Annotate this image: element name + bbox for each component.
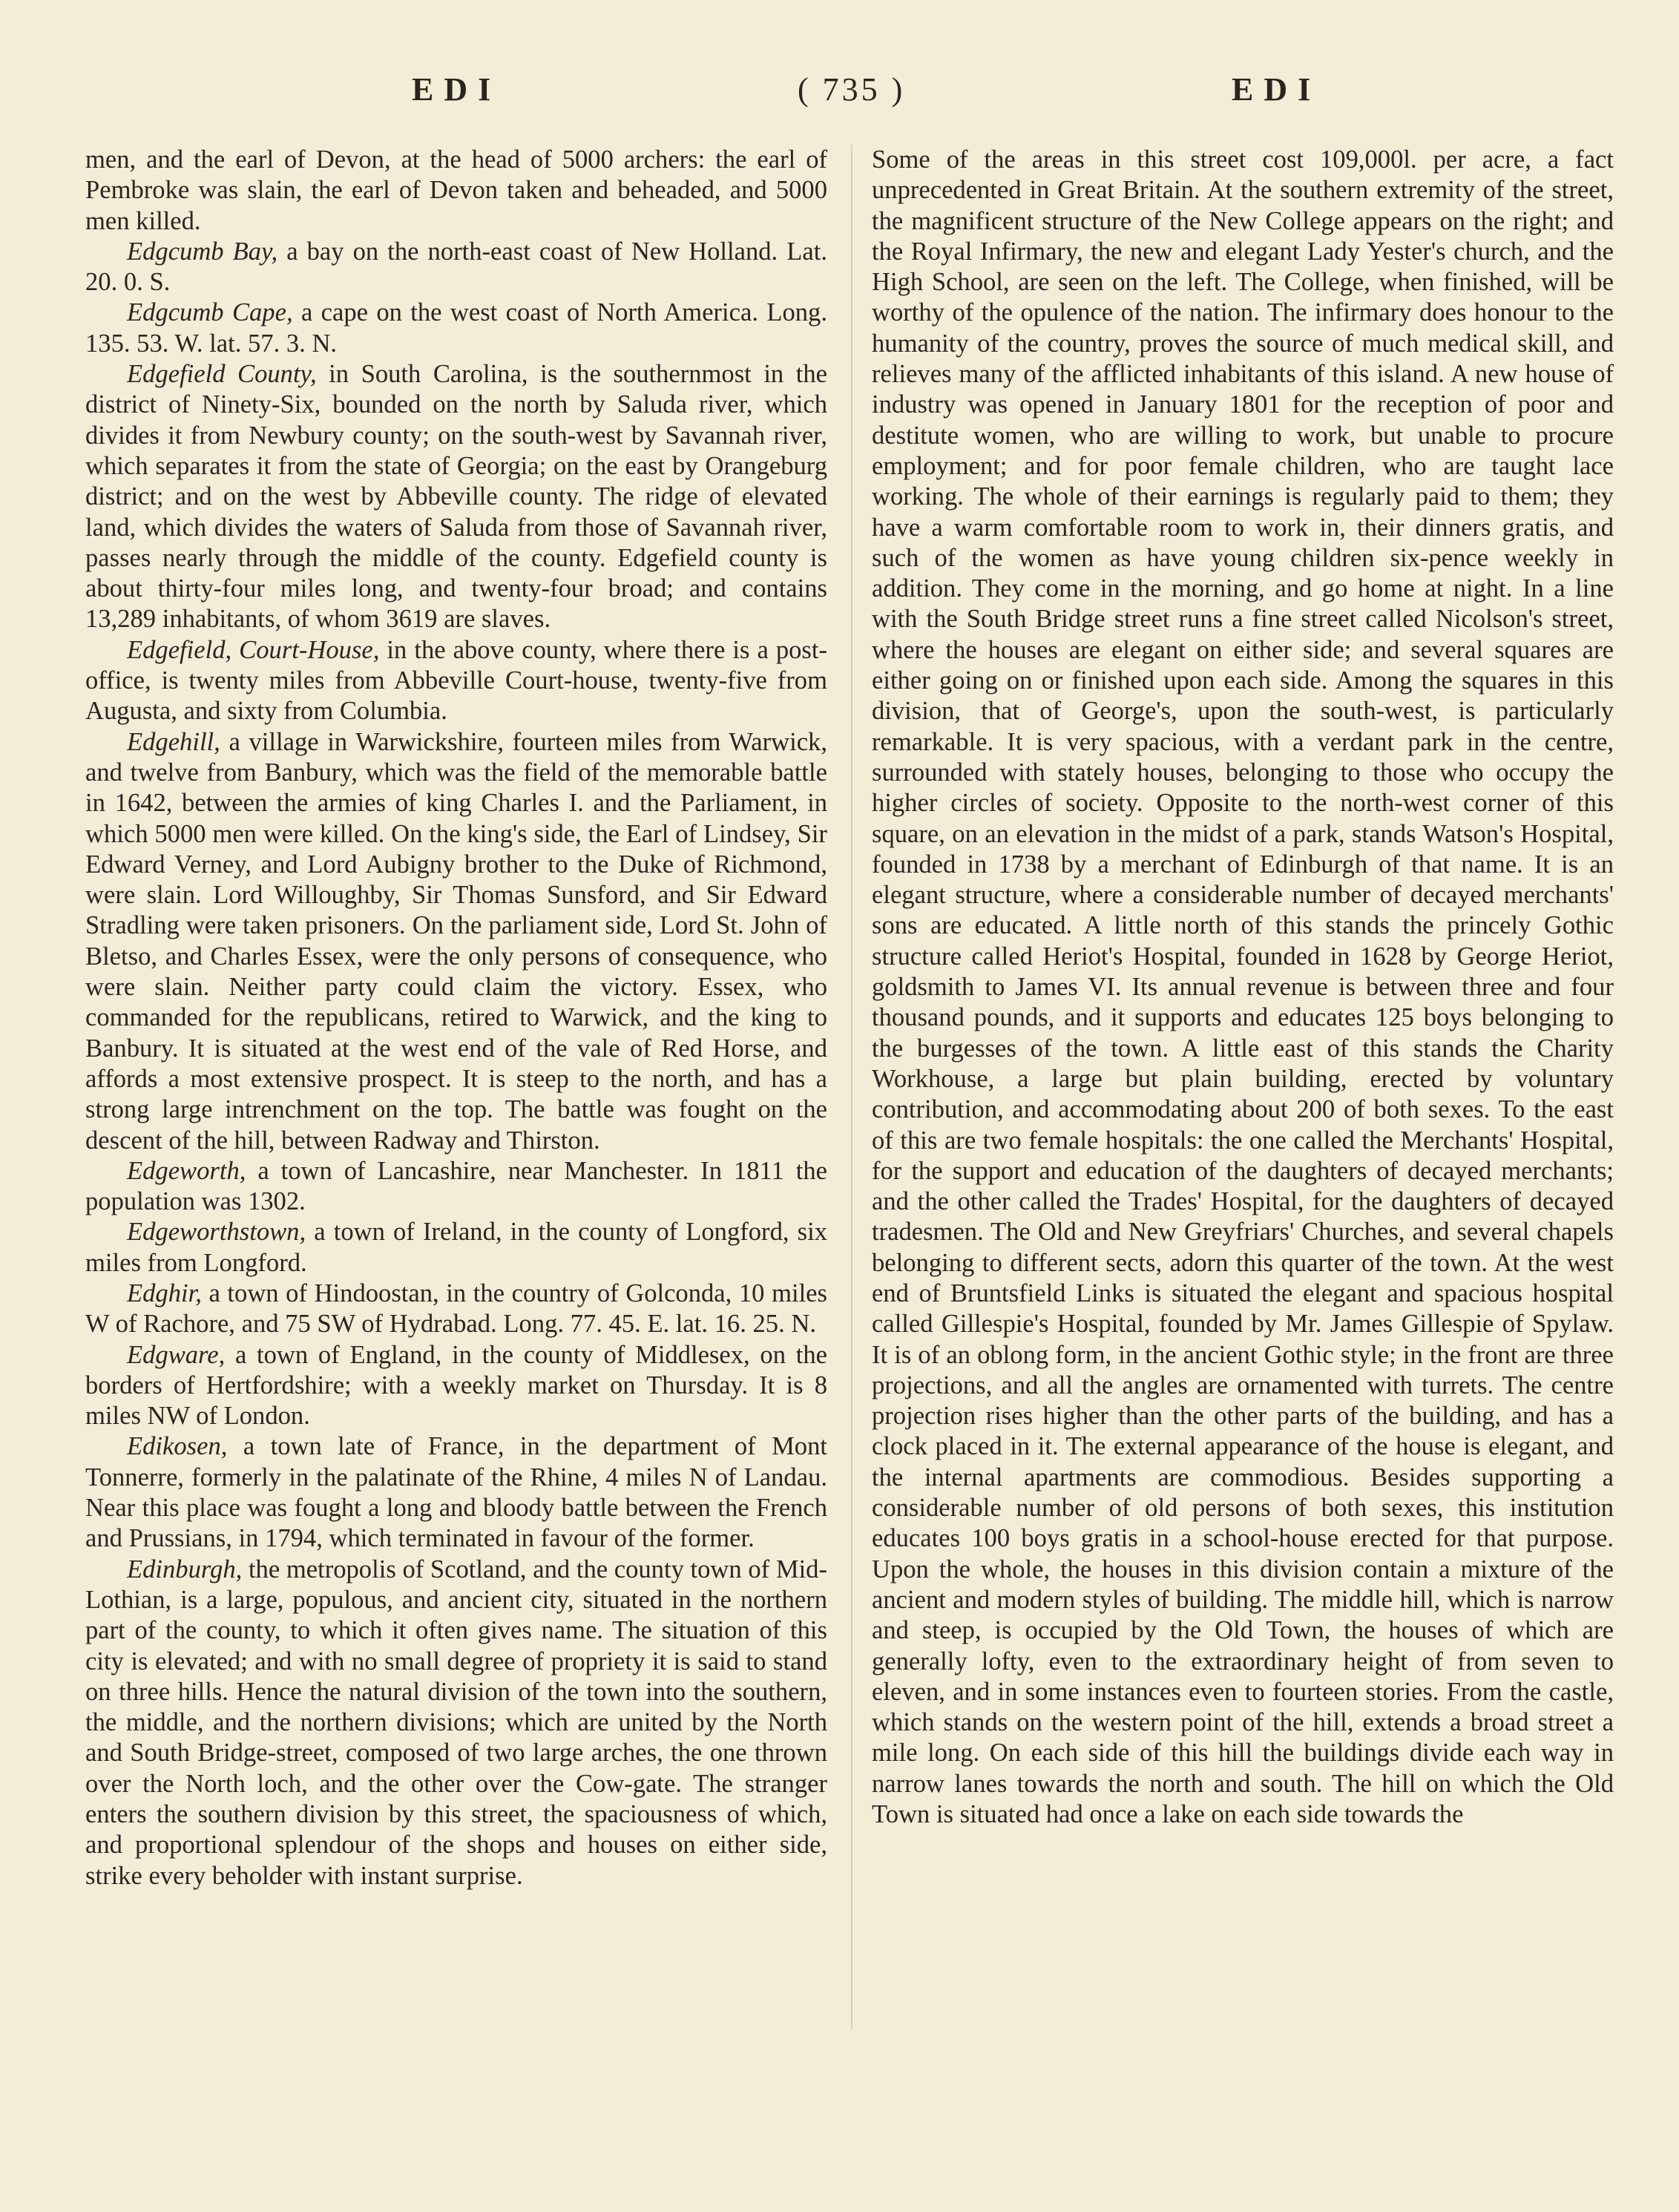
entry-term: Edgware, xyxy=(127,1340,226,1369)
entry-text: men, and the earl of Devon, at the head of 5000 archers: the earl of Pembroke was slain, the earl of Devon taken and beheaded, and 5000 men killed. xyxy=(85,145,827,235)
entry-text: in South Carolina, is the southernmost in the district of Ninety-Six, bounded on the north by Saluda river, which divides it from Newbury county; on the south-west by Savannah river, which separates it from the state of Georgia; on the east by Orangeburg district; and on the west by Abbeville county. The ridge of elevated land, which divides the waters of Saluda from those of Savannah river, passes nearly through the middle of the county. Edgefield county is about thirty-four miles long, and twenty-four broad; and contains 13,289 inhabitants, of whom 3619 are slaves. xyxy=(85,360,827,634)
entry-term: Edgehill, xyxy=(127,727,220,756)
entry-term: Edgeworth, xyxy=(127,1156,246,1185)
entry-text: a cape on the west coast of North America. Long. 135. 53. W. lat. 57. 3. N. xyxy=(85,298,827,358)
entry-text: a town of Lancashire, near Manchester. In 1811 the population was 1302. xyxy=(85,1156,827,1216)
entry-text: a town of Ireland, in the county of Longford, six miles from Longford. xyxy=(85,1218,827,1277)
left-column xyxy=(85,145,827,1891)
header-right-keyword: EDI xyxy=(1232,71,1321,108)
entry-paragraph xyxy=(85,635,827,727)
entry-text: a town of Hindoostan, in the country of Golconda, 10 miles W of Rachore, and 75 SW of Hydrabad. Long. 77. 45. E. lat. 16. 25. N. xyxy=(85,1279,827,1339)
entry-text: a town of England, in the county of Middlesex, on the borders of Hertfordshire; with a weekly market on Thursday. It is 8 miles NW of London. xyxy=(85,1340,827,1431)
entry-text: a town late of France, in the department of Mont Tonnerre, formerly in the palatinate of the Rhine, 4 miles N of Landau. Near this place was fought a long and bloody battle between the French and Prussians, in 1794, which terminated in favour of the former. xyxy=(85,1432,827,1553)
page-number: ( 735 ) xyxy=(798,71,906,108)
entry-paragraph xyxy=(85,237,827,298)
entry-paragraph xyxy=(85,1217,827,1279)
entry-paragraph xyxy=(85,1555,827,1891)
running-header xyxy=(0,70,1679,130)
right-column xyxy=(872,145,1614,1830)
entry-paragraph xyxy=(85,359,827,635)
header-left-keyword: EDI xyxy=(412,71,502,108)
entry-term: Edgeworthstown, xyxy=(127,1218,306,1247)
entry-term: Edgefield County, xyxy=(127,360,317,389)
entry-term: Edgefield, Court-House, xyxy=(127,635,380,664)
entry-text: in the above county, where there is a post-office, is twenty miles from Abbeville Court-house, twenty-five from Augusta, and sixty from Columbia. xyxy=(85,635,828,726)
entry-text: a bay on the north-east coast of New Holland. Lat. 20. 0. S. xyxy=(85,237,827,297)
entry-paragraph xyxy=(85,298,827,359)
entry-paragraph xyxy=(85,145,827,237)
entry-term: Edghir, xyxy=(127,1279,202,1307)
entry-paragraph xyxy=(85,727,827,1156)
column-divider xyxy=(851,145,852,2029)
entry-text: the metropolis of Scotland, and the county town of Mid-Lothian, is a large, populous, and ancient city, situated in the northern part of the county, to which it often gives name. The situation of this city is elevated; and with no small degree of propriety it is said to stand on three hills. Hence the natural division of the town into the southern, the middle, and the northern divisions; which are united by the North and South Bridge-street, composed of two large arches, the one thrown over the North loch, and the other over the Cow-gate. The stranger enters the southern division by this street, the spaciousness of which, and proportional splendour of the shops and houses on either side, strike every beholder with instant surprise. xyxy=(85,1555,827,1890)
entry-term: Edinburgh, xyxy=(127,1555,243,1583)
entry-term: Edikosen, xyxy=(127,1432,228,1461)
entry-paragraph xyxy=(85,1340,827,1432)
entry-text: a village in Warwickshire, fourteen miles from Warwick, and twelve from Banbury, which was the field of the memorable battle in 1642, between the armies of king Charles I. and the Parliament, in which 5000 men were killed. On the king's side, the Earl of Lindsey, Sir Edward Verney, and Lord Aubigny brother to the Duke of Richmond, were slain. Lord Willoughby, Sir Thomas Sunsford, and Sir Edward Stradling were taken prisoners. On the parliament side, Lord St. John of Bletso, and Charles Essex, were the only persons of consequence, who were slain. Neither party could claim the victory. Essex, who commanded for the republicans, retired to Warwick, and the king to Banbury. It is situated at the west end of the vale of Red Horse, and affords a most extensive prospect. It is steep to the north, and has a strong large intrenchment on the top. The battle was fought on the descent of the hill, between Radway and Thirston. xyxy=(85,727,827,1155)
entry-paragraph xyxy=(872,145,1614,1830)
entry-term: Edgcumb Bay, xyxy=(127,237,278,266)
entry-term: Edgcumb Cape, xyxy=(127,298,293,327)
entry-paragraph xyxy=(85,1156,827,1218)
entry-paragraph xyxy=(85,1279,827,1340)
entry-paragraph xyxy=(85,1431,827,1554)
entry-text: Some of the areas in this street cost 109,000l. per acre, a fact unprecedented in Great Britain. At the southern extremity of the street, the magnificent structure of the New College appears on the right; and the Royal Infirmary, the new and elegant Lady Yester's church, and the High School, are seen on the left. The College, when finished, will be worthy of the opulence of the nation. The infirmary does honour to the humanity of the country, proves the source of much medical skill, and relieves many of the afflicted inhabitants of this island. A new house of industry was opened in January 1801 for the reception of poor and destitute women, who are willing to work, but unable to procure employment; and for poor female children, who are taught lace working. The whole of their earnings is regularly paid to them; they have a warm comfortable room to work in, their dinners gratis, and such of the women as have young children six-pence weekly in addition. They come in the morning, and go home at night. In a line with the South Bridge street runs a fine street called Nicolson's street, where the houses are elegant on either side; and several squares are either going on or finished upon each side. Among the squares in this division, that of George's, upon the south-west, is particularly remarkable. It is very spacious, with a verdant park in the centre, surrounded with stately houses, belonging to those who occupy the higher circles of society. Opposite to the north-west corner of this square, on an elevation in the midst of a park, stands Watson's Hospital, founded in 1738 by a merchant of Edinburgh of that name. It is an elegant structure, where a considerable number of decayed merchants' sons are educated. A little north of this stands the princely Gothic structure called Heriot's Hospital, founded in 1628 by George Heriot, goldsmith to James VI. Its annual revenue is between three and four thousand pounds, and it supports and educates 125 boys belonging to the burgesses of the town. A little east of this stands the Charity Workhouse, a large but plain building, erected by voluntary contribution, and accommodating about 200 of both sexes. To the east of this are two female hospitals: the one called the Merchants' Hospital, for the support and education of the daughters of decayed merchants; and the other called the Trades' Hospital, for the daughters of decayed tradesmen. The Old and New Greyfriars' Churches, and several chapels belonging to different sects, adorn this quarter of the town. At the west end of Bruntsfield Links is situated the elegant and spacious hospital called Gillespie's Hospital, founded by Mr. James Gillespie of Spylaw. It is of an oblong form, in the ancient Gothic style; in the front are three projections, and all the angles are ornamented with turrets. The centre projection rises higher than the other parts of the building, and has a clock placed in it. The external appearance of the house is elegant, and the internal apartments are commodious. Besides supporting a considerable number of old persons of both sexes, this institution educates 100 boys gratis in a school-house erected for that purpose. Upon the whole, the houses in this division contain a mixture of the ancient and modern styles of building. The middle hill, which is narrow and steep, is occupied by the Old Town, the houses of which are generally lofty, even to the extraordinary height of from seven to eleven, and in some instances even to fourteen stories. From the castle, which stands on the western point of the hill, extends a broad street a mile long. On each side of this hill the buildings divide each way in narrow lanes towards the north and south. The hill on which the Old Town is situated had once a lake on each side towards the xyxy=(872,145,1614,1829)
